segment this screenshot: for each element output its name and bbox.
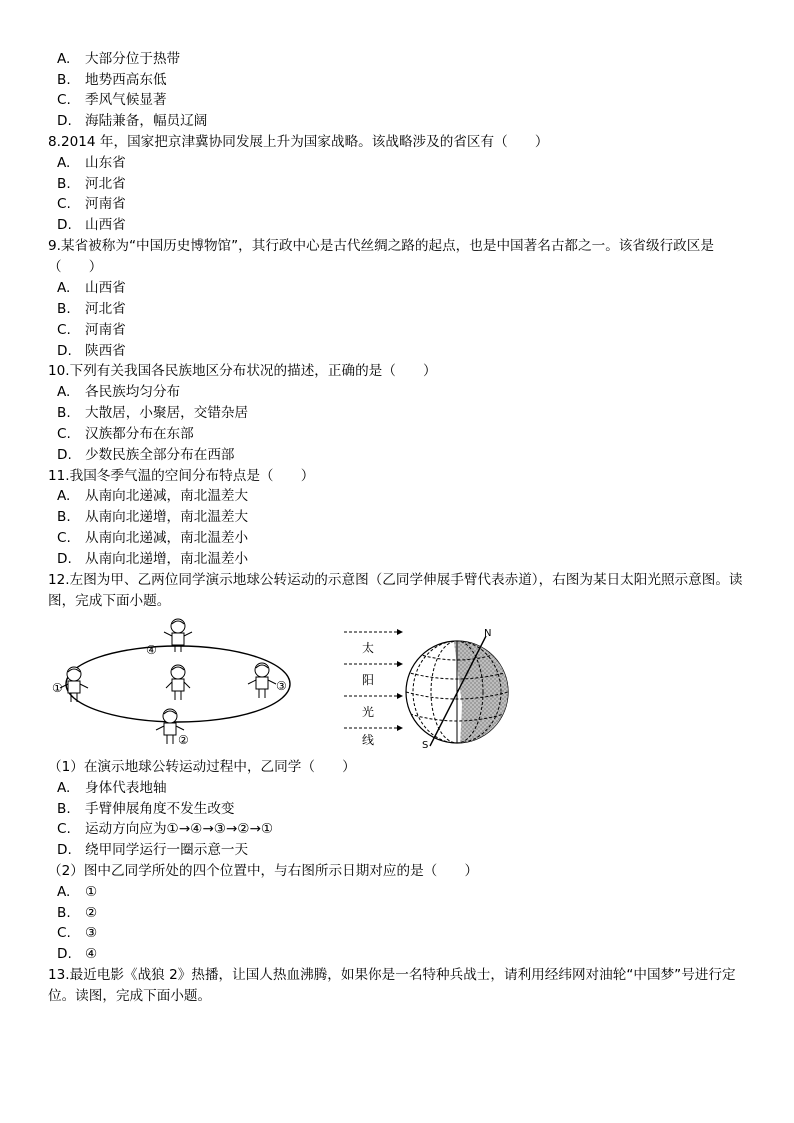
sunlight-char-4: 线	[362, 733, 375, 747]
q11-option-c: C. 从南向北递减，南北温差小	[57, 530, 249, 546]
q7-option-d: D. 海陆兼备，幅员辽阔	[57, 113, 208, 129]
orbit-demo-figure	[48, 616, 308, 752]
q12-stem: 12.左图为甲、乙两位同学演示地球公转运动的示意图（乙同学伸展手臂代表赤道），右图为某日太阳光照示意图。读图，完成下面小题。	[48, 572, 743, 609]
q11-option-b: B. 从南向北递增，南北温差大	[57, 509, 249, 525]
q12-sub1-option-d: D. 绕甲同学运行一圈示意一天	[57, 842, 249, 858]
q12-sub1-option-b: B. 手臂伸展角度不发生改变	[57, 801, 235, 817]
q7-option-c: C. 季风气候显著	[57, 92, 167, 108]
student-figure-top	[164, 619, 192, 652]
q9-stem: 9.某省被称为“中国历史博物馆”，其行政中心是古代丝绸之路的起点，也是中国著名古都之一。该省级行政区是（ ）	[48, 238, 714, 275]
q7-option-b: B. 地势西高东低	[57, 72, 167, 88]
position-label-3: ③	[276, 679, 287, 693]
q9-option-d: D. 陕西省	[57, 343, 126, 359]
student-figure-right	[248, 663, 276, 698]
q9-option-b: B. 河北省	[57, 301, 126, 317]
sunlight-figure	[340, 624, 520, 752]
q12-sub1-option-a: A. 身体代表地轴	[57, 780, 167, 796]
q11-option-d: D. 从南向北递增，南北温差小	[57, 551, 249, 567]
q12-sub2-option-c: C. ③	[57, 925, 98, 941]
q10-option-c: C. 汉族都分布在东部	[57, 426, 194, 442]
pole-label-south: S	[422, 740, 429, 751]
q10-option-b: B. 大散居，小聚居，交错杂居	[57, 405, 249, 421]
q10-option-a: A. 各民族均匀分布	[57, 384, 181, 400]
q8-option-d: D. 山西省	[57, 217, 126, 233]
position-label-2: ②	[178, 733, 189, 747]
q13-stem: 13.最近电影《战狼 2》热播，让国人热血沸腾，如果你是一名特种兵战士，请利用经纬网对油轮“中国梦”号进行定位。读图，完成下面小题。	[48, 967, 736, 1004]
q12-sub2-stem: （2）图中乙同学所处的四个位置中，与右图所示日期对应的是（ ）	[48, 863, 479, 879]
q11-option-a: A. 从南向北递减，南北温差大	[57, 488, 249, 504]
globe	[406, 634, 515, 749]
student-figure-left	[60, 667, 88, 702]
q11-stem: 11.我国冬季气温的空间分布特点是（ ）	[48, 468, 315, 484]
q10-option-d: D. 少数民族全部分布在西部	[57, 447, 235, 463]
q12-sub2-option-d: D. ④	[57, 946, 98, 962]
q9-option-c: C. 河南省	[57, 322, 126, 338]
night-side	[453, 634, 515, 749]
q7-option-a: A. 大部分位于热带	[57, 51, 181, 67]
sunlight-char-2: 阳	[362, 673, 375, 687]
q12-sub2-option-a: A. ①	[57, 884, 98, 900]
q12-sub1-stem: （1）在演示地球公转运动过程中，乙同学（ ）	[48, 759, 356, 775]
q8-option-c: C. 河南省	[57, 196, 126, 212]
sunlight-char-1: 太	[362, 641, 375, 655]
pole-label-north: N	[484, 628, 492, 639]
q8-option-b: B. 河北省	[57, 176, 126, 192]
q8-stem: 8.2014 年，国家把京津冀协同发展上升为国家战略。该战略涉及的省区有（ ）	[48, 134, 549, 150]
position-label-4: ④	[146, 643, 157, 657]
q8-option-a: A. 山东省	[57, 155, 126, 171]
sunlight-char-3: 光	[362, 705, 375, 719]
position-label-1: ①	[52, 681, 63, 695]
q12-sub2-option-b: B. ②	[57, 905, 98, 921]
q12-sub1-option-c: C. 运动方向应为①→④→③→②→①	[57, 821, 274, 837]
student-figure-center	[166, 665, 190, 700]
q10-stem: 10.下列有关我国各民族地区分布状况的描述，正确的是（ ）	[48, 363, 437, 379]
q9-option-a: A. 山西省	[57, 280, 126, 296]
